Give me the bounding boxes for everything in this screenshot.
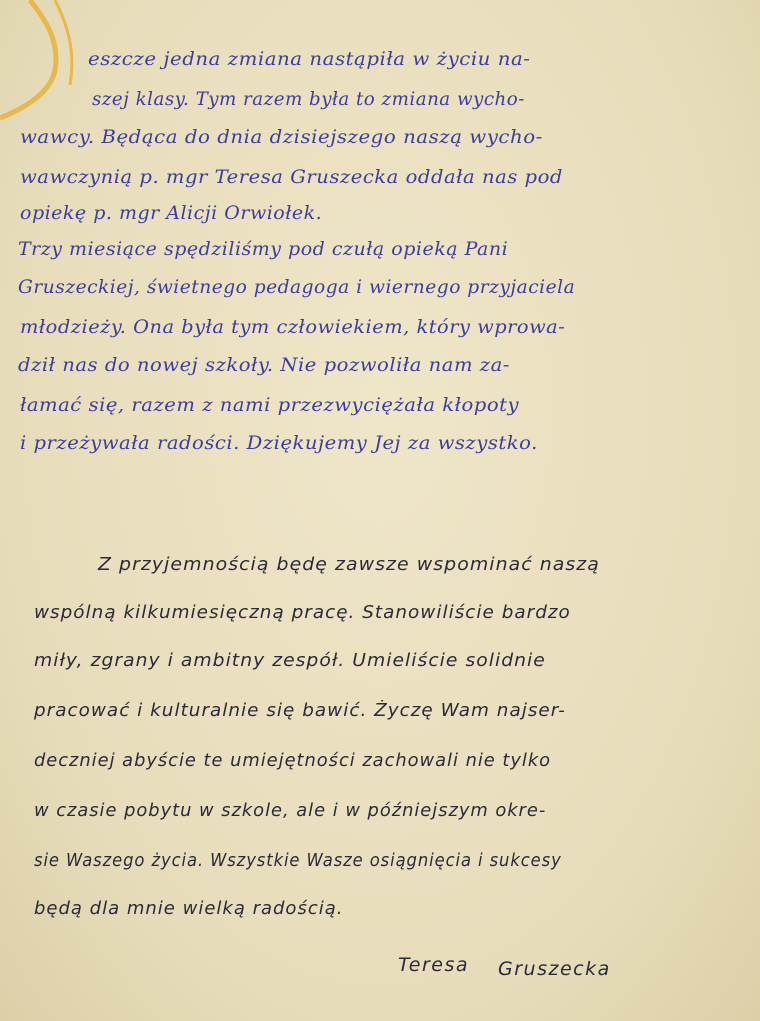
blue-line-3: wawcy. Będąca do dnia dzisiejszego naszą wycho- bbox=[20, 126, 543, 148]
black-line-8: będą dla mnie wielką radością. bbox=[34, 898, 344, 919]
black-line-7: sie Waszego życia. Wszystkie Wasze osiągnięcia i sukcesy bbox=[34, 850, 562, 871]
black-line-4: pracować i kulturalnie się bawić. Życzę Wam najser- bbox=[34, 700, 566, 721]
signature-first-name: Teresa bbox=[398, 954, 469, 976]
blue-line-9: dził nas do nowej szkoły. Nie pozwoliła nam za- bbox=[18, 354, 510, 376]
blue-line-6: Trzy miesiące spędziliśmy pod czułą opieką Pani bbox=[18, 238, 509, 260]
black-line-2: wspólną kilkumiesięczną pracę. Stanowiliście bardzo bbox=[34, 602, 571, 623]
black-line-6: w czasie pobytu w szkole, ale i w późniejszym okre- bbox=[34, 800, 547, 821]
signature-last-name: Gruszecka bbox=[498, 958, 611, 980]
corner-decoration bbox=[0, 0, 90, 130]
blue-line-5: opiekę p. mgr Alicji Orwiołek. bbox=[20, 202, 323, 224]
blue-line-7: Gruszeckiej, świetnego pedagoga i wiernego przyjaciela bbox=[18, 276, 576, 298]
blue-line-11: i przeżywała radości. Dziękujemy Jej za wszystko. bbox=[20, 432, 538, 454]
black-line-5: deczniej abyście te umiejętności zachowali nie tylko bbox=[34, 750, 552, 771]
black-line-3: miły, zgrany i ambitny zespół. Umieliście solidnie bbox=[34, 650, 546, 671]
blue-line-1: eszcze jedna zmiana nastąpiła w życiu na- bbox=[88, 48, 531, 70]
black-line-1: Z przyjemnością będę zawsze wspominać naszą bbox=[98, 554, 600, 575]
blue-line-2: szej klasy. Tym razem była to zmiana wycho- bbox=[92, 88, 525, 110]
blue-line-8: młodzieży. Ona była tym człowiekiem, który wprowa- bbox=[20, 316, 566, 338]
blue-line-10: łamać się, razem z nami przezwyciężała kłopoty bbox=[20, 394, 520, 416]
blue-line-4: wawczynią p. mgr Teresa Gruszecka oddała nas pod bbox=[20, 166, 563, 188]
